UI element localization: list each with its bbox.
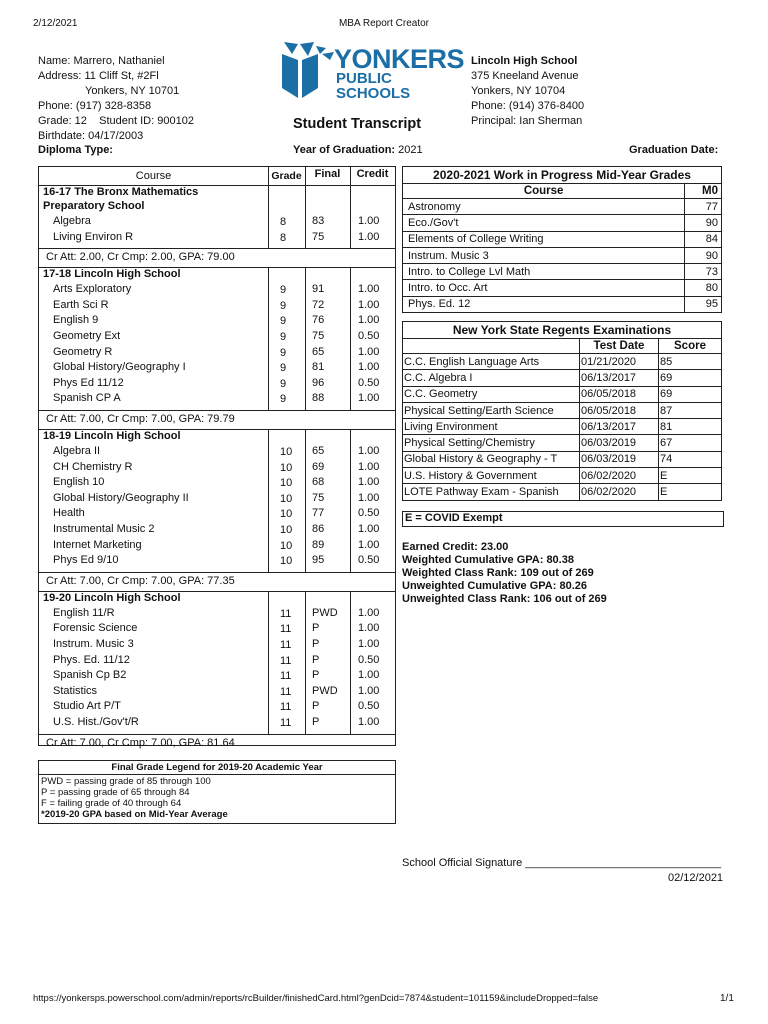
regents-row xyxy=(403,468,722,484)
course-name: Geometry Ext xyxy=(53,330,121,342)
course-final: 75 xyxy=(312,330,325,342)
course-final: 65 xyxy=(312,445,325,457)
wip-course: Intro. to College Lvl Math xyxy=(403,264,685,280)
wip-row xyxy=(403,215,722,231)
regents-exam: Global History & Geography - T xyxy=(403,451,580,467)
course-credit: 1.00 xyxy=(358,538,380,551)
student-name: Name: Marrero, Nathaniel xyxy=(38,55,165,67)
regents-row xyxy=(403,484,722,500)
regents-score: 67 xyxy=(659,435,722,451)
wip-row xyxy=(403,264,722,280)
course-credit: 1.00 xyxy=(358,445,380,457)
cumulative-summary xyxy=(402,541,607,606)
page-title: Student Transcript xyxy=(293,116,422,132)
regents-score: 69 xyxy=(659,370,722,386)
course-credit: 0.50 xyxy=(358,330,380,342)
course-grade: 11 xyxy=(280,639,292,651)
course-credit: 1.00 xyxy=(358,283,380,296)
course-credit: 0.50 xyxy=(358,653,380,666)
divider xyxy=(350,167,351,185)
course-grade: 8 xyxy=(280,216,287,228)
logo-line-2: PUBLIC SCHOOLS xyxy=(336,70,411,102)
print-page-number: 1/1 xyxy=(720,993,734,1004)
course-name: Statistics xyxy=(53,684,98,697)
course-final: 69 xyxy=(312,460,325,473)
wip-course: Intro. to Occ. Art xyxy=(403,280,685,296)
divider xyxy=(268,429,269,572)
regents-score: 85 xyxy=(659,354,722,370)
summary-weighted-rank: Weighted Class Rank: 109 out of 269 xyxy=(402,567,594,579)
credit-header: Credit xyxy=(356,168,389,180)
course-name: Spanish Cp B2 xyxy=(53,669,127,682)
divider xyxy=(39,734,395,735)
regents-row xyxy=(403,370,722,386)
divider xyxy=(268,267,269,410)
legend-line: P = passing grade of 65 through 84 xyxy=(41,787,190,798)
course-name: Earth Sci R xyxy=(53,298,109,311)
course-final: P xyxy=(312,653,320,666)
signature-date: 02/12/2021 xyxy=(668,872,724,884)
course-final: 68 xyxy=(312,476,325,489)
course-credit: 0.50 xyxy=(358,376,380,389)
divider xyxy=(305,185,306,248)
course-name: U.S. Hist./Gov't/R xyxy=(53,716,139,728)
course-grade: 10 xyxy=(280,508,293,521)
course-credit: 1.00 xyxy=(358,345,380,358)
course-name: Spanish CP A xyxy=(53,392,121,405)
school-principal: Principal: Ian Sherman xyxy=(471,115,583,127)
course-final: 81 xyxy=(312,361,325,374)
course-name: English 9 xyxy=(53,314,99,327)
divider xyxy=(39,572,395,573)
regents-exam: U.S. History & Government xyxy=(403,468,580,484)
course-credit: 1.00 xyxy=(358,392,380,405)
student-phone: Phone: (917) 328-8358 xyxy=(38,100,152,112)
course-final: 89 xyxy=(312,538,325,551)
course-credit: 1.00 xyxy=(358,622,380,635)
course-header: Course xyxy=(135,170,172,182)
regents-date: 06/05/2018 xyxy=(580,402,659,418)
divider xyxy=(305,167,306,185)
student-info xyxy=(38,54,194,144)
regents-date: 06/03/2019 xyxy=(580,451,659,467)
covid-note: E = COVID Exempt xyxy=(402,511,724,527)
course-grade: 9 xyxy=(280,346,287,359)
regents-date: 06/02/2020 xyxy=(580,468,659,484)
wip-grades-table xyxy=(402,166,722,313)
course-credit: 1.00 xyxy=(358,684,380,697)
course-name: English 10 xyxy=(53,476,105,489)
course-grade: 11 xyxy=(280,717,292,729)
course-final: 65 xyxy=(312,345,325,358)
summary-unweighted-gpa: Unweighted Cumulative GPA: 80.26 xyxy=(402,580,588,592)
regents-title: New York State Regents Examinations xyxy=(403,322,722,339)
course-grade: 10 xyxy=(280,446,293,458)
course-name: Living Environ R xyxy=(53,230,134,243)
course-grade: 9 xyxy=(280,284,287,297)
course-grade: 10 xyxy=(280,524,293,536)
course-final: 88 xyxy=(312,392,325,405)
wip-grade: 90 xyxy=(685,215,722,231)
summary-weighted-gpa: Weighted Cumulative GPA: 80.38 xyxy=(402,554,574,566)
course-credit: 1.00 xyxy=(358,638,380,650)
school-address-2: Yonkers, NY 10704 xyxy=(471,85,566,97)
wip-course: Astronomy xyxy=(403,199,685,215)
course-grade: 11 xyxy=(280,607,292,620)
course-final: 77 xyxy=(312,507,325,520)
course-name: Phys. Ed. 11/12 xyxy=(53,653,130,666)
print-url: https://yonkersps.powerschool.com/admin/reports/rcBuilder/finishedCard.html?genDcid=7874&student=101159&includeDropped=false xyxy=(33,993,599,1004)
course-credit: 1.00 xyxy=(358,669,380,682)
wip-title: 2020-2021 Work in Progress Mid-Year Grades xyxy=(403,167,722,184)
regents-exam: LOTE Pathway Exam - Spanish xyxy=(403,484,580,500)
course-grade: 11 xyxy=(280,623,292,636)
school-info xyxy=(471,54,584,129)
diploma-type-label: Diploma Type: xyxy=(38,144,113,156)
signature-line: School Official Signature ________________________________ xyxy=(402,857,722,869)
logo-line-1: YONKERS xyxy=(334,44,465,74)
regents-row xyxy=(403,402,722,418)
wip-row xyxy=(403,280,722,296)
course-name: Geometry R xyxy=(53,345,113,358)
course-name: Studio Art P/T xyxy=(53,700,121,713)
divider xyxy=(305,267,306,410)
regents-date: 06/13/2017 xyxy=(580,370,659,386)
wip-row xyxy=(403,296,722,312)
course-credit: 1.00 xyxy=(358,230,380,243)
course-final: 95 xyxy=(312,554,325,567)
print-title: MBA Report Creator xyxy=(338,18,430,29)
course-credit: 1.00 xyxy=(358,523,380,535)
year-title: 16-17 The Bronx Mathematics xyxy=(43,186,199,198)
course-final: 75 xyxy=(312,491,325,504)
wip-grade: 80 xyxy=(685,280,722,296)
regents-exam: C.C. Geometry xyxy=(403,386,580,402)
course-credit: 1.00 xyxy=(358,298,380,311)
regents-header-exam xyxy=(403,339,580,354)
wip-grade: 95 xyxy=(685,296,722,312)
regents-table xyxy=(402,321,722,501)
course-final: 91 xyxy=(312,283,325,296)
course-name: English 11/R xyxy=(53,606,115,619)
divider xyxy=(39,410,395,411)
course-name: Internet Marketing xyxy=(53,538,142,551)
course-final: 75 xyxy=(312,230,325,243)
divider xyxy=(268,591,269,734)
course-grade: 10 xyxy=(280,461,293,474)
district-logo xyxy=(278,40,465,102)
course-name: Global History/Geography II xyxy=(53,491,189,504)
course-name: Global History/Geography I xyxy=(53,361,186,374)
course-credit: 0.50 xyxy=(358,554,380,567)
course-final: PWD xyxy=(312,606,338,619)
regents-score: E xyxy=(659,468,722,484)
divider xyxy=(350,429,351,572)
wip-grade: 84 xyxy=(685,231,722,247)
course-grade: 8 xyxy=(280,231,287,244)
school-name: Lincoln High School xyxy=(471,55,578,67)
course-grade: 9 xyxy=(280,331,287,343)
wip-grade: 73 xyxy=(685,264,722,280)
course-name: Algebra II xyxy=(53,445,101,457)
course-credit: 1.00 xyxy=(358,491,380,504)
course-grade: 9 xyxy=(280,377,287,390)
regents-exam: Physical Setting/Earth Science xyxy=(403,402,580,418)
summary-earned-credit: Earned Credit: 23.00 xyxy=(402,541,509,553)
student-birthdate: Birthdate: 04/17/2003 xyxy=(38,130,144,142)
regents-header-date: Test Date xyxy=(580,339,659,354)
course-final: 72 xyxy=(312,298,325,311)
regents-date: 06/02/2020 xyxy=(580,484,659,500)
year-title: Preparatory School xyxy=(43,200,145,212)
divider xyxy=(305,591,306,734)
regents-score: 69 xyxy=(659,386,722,402)
regents-score: 81 xyxy=(659,419,722,435)
student-address-1: Address: 11 Cliff St, #2Fl xyxy=(38,70,159,82)
year-summary: Cr Att: 7.00, Cr Cmp: 7.00, GPA: 79.79 xyxy=(46,413,235,425)
course-grade: 11 xyxy=(280,701,292,714)
course-credit: 1.00 xyxy=(358,314,380,327)
course-grade: 9 xyxy=(280,393,287,406)
divider xyxy=(350,185,351,248)
course-grade: 10 xyxy=(280,555,293,568)
student-address-2: Yonkers, NY 10701 xyxy=(85,85,180,97)
course-final: 83 xyxy=(312,215,325,227)
graduation-date-label: Graduation Date: xyxy=(629,144,719,156)
regents-row xyxy=(403,419,722,435)
regents-date: 06/13/2017 xyxy=(580,419,659,435)
grade-legend xyxy=(38,760,396,824)
course-credit: 1.00 xyxy=(358,716,380,728)
course-credit: 1.00 xyxy=(358,460,380,473)
logo-book-icon xyxy=(278,40,338,102)
course-final: P xyxy=(312,716,320,728)
course-name: Instrum. Music 3 xyxy=(53,638,134,650)
year-summary: Cr Att: 7.00, Cr Cmp: 7.00, GPA: 77.35 xyxy=(46,574,235,587)
course-name: Arts Exploratory xyxy=(53,283,132,296)
regents-score: 87 xyxy=(659,402,722,418)
regents-date: 01/21/2020 xyxy=(580,354,659,370)
school-phone: Phone: (914) 376-8400 xyxy=(471,100,585,112)
wip-grade: 90 xyxy=(685,247,722,263)
course-grade: 11 xyxy=(280,685,292,698)
course-credit: 0.50 xyxy=(358,700,380,713)
grade-header: Grade xyxy=(271,170,302,182)
school-address-1: 375 Kneeland Avenue xyxy=(471,70,579,82)
course-final: P xyxy=(312,638,320,650)
course-grade: 10 xyxy=(280,539,293,552)
print-date: 2/12/2021 xyxy=(33,18,78,29)
wip-course: Instrum. Music 3 xyxy=(403,247,685,263)
regents-header-score: Score xyxy=(659,339,722,354)
course-name: Algebra xyxy=(53,215,91,227)
course-final: P xyxy=(312,700,320,713)
student-grade-id: Grade: 12 Student ID: 900102 xyxy=(38,115,194,127)
year-summary: Cr Att: 7.00, Cr Cmp: 7.00, GPA: 81.64 xyxy=(46,736,235,749)
course-name: Forensic Science xyxy=(53,622,138,635)
course-name: Health xyxy=(53,507,85,520)
divider xyxy=(268,167,269,185)
course-final: 96 xyxy=(312,376,325,389)
course-grade: 10 xyxy=(280,492,293,505)
legend-title: Final Grade Legend for 2019-20 Academic Year xyxy=(39,761,395,775)
year-title: 19-20 Lincoln High School xyxy=(43,591,181,604)
course-final: 86 xyxy=(312,523,325,535)
course-name: Phys Ed 11/12 xyxy=(53,376,124,389)
graduation-year-value: 2021 xyxy=(398,144,423,156)
wip-header-course: Course xyxy=(403,184,685,199)
final-header: Final xyxy=(314,168,341,180)
divider xyxy=(268,185,269,248)
course-grade: 9 xyxy=(280,315,287,328)
course-credit: 0.50 xyxy=(358,507,380,520)
regents-score: E xyxy=(659,484,722,500)
course-name: CH Chemistry R xyxy=(53,460,133,473)
divider xyxy=(350,591,351,734)
divider xyxy=(350,267,351,410)
regents-row xyxy=(403,354,722,370)
regents-date: 06/05/2018 xyxy=(580,386,659,402)
graduation-year-label: Year of Graduation: xyxy=(293,144,396,156)
regents-row xyxy=(403,435,722,451)
course-final: 76 xyxy=(312,314,325,327)
course-name: Phys Ed 9/10 xyxy=(53,554,119,567)
legend-line: F = failing grade of 40 through 64 xyxy=(41,798,182,809)
wip-course: Elements of College Writing xyxy=(403,231,685,247)
wip-header-m0: M0 xyxy=(685,184,722,199)
course-credit: 1.00 xyxy=(358,361,380,374)
course-final: PWD xyxy=(312,684,338,697)
wip-row xyxy=(403,199,722,215)
regents-row xyxy=(403,451,722,467)
wip-row xyxy=(403,231,722,247)
course-grade: 9 xyxy=(280,362,287,375)
regents-date: 06/03/2019 xyxy=(580,435,659,451)
regents-exam: C.C. Algebra I xyxy=(403,370,580,386)
course-grade: 11 xyxy=(280,654,292,667)
wip-row xyxy=(403,247,722,263)
course-grade: 9 xyxy=(280,299,287,312)
regents-score: 74 xyxy=(659,451,722,467)
course-grade: 10 xyxy=(280,477,293,490)
course-credit: 1.00 xyxy=(358,476,380,489)
wip-grade: 77 xyxy=(685,199,722,215)
regents-exam: C.C. English Language Arts xyxy=(403,354,580,370)
legend-line: PWD = passing grade of 85 through 100 xyxy=(41,776,211,787)
wip-course: Eco./Gov't xyxy=(403,215,685,231)
year-summary: Cr Att: 2.00, Cr Cmp: 2.00, GPA: 79.00 xyxy=(46,251,235,264)
course-final: P xyxy=(312,622,320,635)
regents-row xyxy=(403,386,722,402)
regents-exam: Physical Setting/Chemistry xyxy=(403,435,580,451)
regents-exam: Living Environment xyxy=(403,419,580,435)
divider xyxy=(305,429,306,572)
year-title: 18-19 Lincoln High School xyxy=(43,430,181,442)
course-history-table xyxy=(38,166,396,749)
course-credit: 1.00 xyxy=(358,606,380,619)
divider xyxy=(39,248,395,249)
summary-unweighted-rank: Unweighted Class Rank: 106 out of 269 xyxy=(402,593,607,605)
course-final: P xyxy=(312,669,320,682)
course-grade: 11 xyxy=(280,670,292,683)
course-name: Instrumental Music 2 xyxy=(53,523,155,535)
graduation-year xyxy=(293,144,423,156)
legend-note: *2019-20 GPA based on Mid-Year Average xyxy=(41,809,228,820)
course-credit: 1.00 xyxy=(358,215,380,227)
year-title: 17-18 Lincoln High School xyxy=(43,268,181,281)
wip-course: Phys. Ed. 12 xyxy=(403,296,685,312)
